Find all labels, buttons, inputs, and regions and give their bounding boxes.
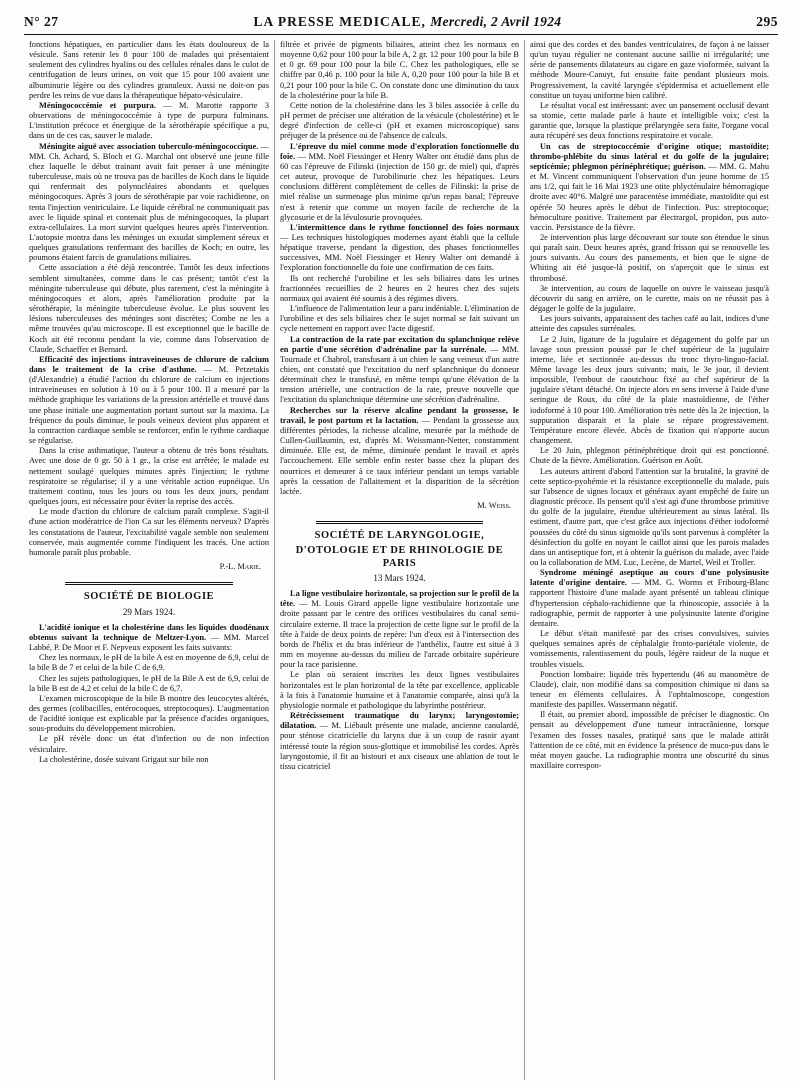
paragraph: 2e intervention plus large découvrant sur toute son étendue le sinus qui paraît sain. Deux heures après, grand frisson qui se renouvelle les jours suivants. Au cours des pansements, et bien que le signe de Whiting ait été jusque-là positif, on s'aperçoit que le sinus est thrombosé. bbox=[530, 232, 769, 283]
section-heading-line-2: D'OTOLOGIE ET DE RHINOLOGIE DE PARIS bbox=[295, 544, 504, 569]
paragraph: ainsi que des cordes et des bandes ventriculaires, de façon à ne laisser qu'un tuyau régulier ne contenant aucune saillie ni irrégularité; une série de pansements dilatateurs au cigare en gaze vioformée, suivant la méthode Moure-Canuyt, fut ensuite faite pendant plusieurs mois. Progressivement, la cavité laryngée s'épidermisa et actuellement elle constitue un tuyau uniforme bien calibré. bbox=[530, 40, 769, 100]
section-divider bbox=[65, 582, 233, 585]
report-text: — M. Marotte rapporte 3 observations de méningococcémie à type de purpura fulminans. L'institution précoce et énergique de la sérothérapie spécifique a pu, dans un de ces cas, sauver le malade. bbox=[29, 100, 269, 141]
paragraph: filtrée et privée de pigments biliaires, atteint chez les normaux en moyenne 0,62 pour 100 pour la bile A, 2 gr. 12 pour 100 pour la bile B et 0 gr. 69 pour 100 pour la bile C. Chez les pathologiques, elle se chiffre par 0,46 p. 100 pour la bile A, 0,20 pour 100 pour la bile B et 0,21 pour 100 pour la bile C. On constate donc une diminution du taux de la cholestérine pour la bile B. bbox=[280, 40, 519, 100]
report-title: L'acidité ionique et la cholestérine dans les liquides duodénaux obtenus suivant la technique de Meltzer-Lyon. bbox=[29, 622, 269, 642]
report-text: — MM. G. Mahu et M. Vincent communiquent l'observation d'un jeune homme de 15 ans 1/2, qui fait le 16 Mai 1923 une otite phlycténulaire hémorragique droite avec 40°6. Malgré une paracentèse immédiate, mastoïdite qui est opérée 50 heures après le début de l'infection. Pus: streptocoque; hémoculture positive. Traitement par électrargol, propidon, pus auto-vaccin. Persistance de la fièvre. bbox=[530, 161, 769, 232]
paragraph: Le résultat vocal est intéressant: avec un pansement occlusif devant sa stomie, cette malade parle à haute et intelligible voix; c'est la garantie que, lorsque la plastique prélaryngée sera faite, l'organe vocal aura récupéré ses deux fonctions respiratoire et vocale. bbox=[530, 100, 769, 141]
paragraph: Le 2 Juin, ligature de la jugulaire et dégagement du golfe par un lavage sous pression poussé par le chef supérieur de la jugulaire interne, liée et sectionnée au-dessus du tronc thyro-linguo-facial. Même lavage les deux jours suivants; mais, le 3e jour, il devient impossible, l'embout de caoutchouc fixé au chef supérieur de la jugulaire s'étant détaché. On injecte alors en sens inverse à l'aide d'une seringue de Roux, du côté de la plaie mastoïdienne, de l'éther iodoformé à 10 pour 100. Amélioration très nette dès la 2e injection, la suppuration disparait et la plaie se répare progressivement. Température encore élevée. Abcès de fixation qui n'apporte aucun changement. bbox=[530, 334, 769, 446]
section-divider bbox=[316, 521, 483, 524]
paragraph: Les jours suivants, apparaissent des taches café au lait, indices d'une atteinte des capsules surrénales. bbox=[530, 314, 769, 334]
report-title: La contraction de la rate par excitation du splanchnique relève en partie d'une sécrétion d'adrénaline par la surrénale. bbox=[280, 334, 519, 354]
report-text: — MM. Tournade et Chabrol, transfusant à un chien le sang veineux d'un autre chien, ont constaté que l'excitation du nerf splanchnique du donneur déterminait chez le transfusé, en même temps qu'une élévation de la tension artérielle, une contraction de la rate, preuve nouvelle que l'excitation du splanchnique détermine une sécrétion d'adrénaline. bbox=[280, 344, 519, 405]
report-title: Un cas de streptococcémie d'origine otique; mastoïdite; thrombo-phlébite du sinus latéral et du golfe de la jugulaire; septicémie; phlegmon périnéphrétique; guérison. bbox=[530, 141, 769, 171]
paragraph: L'influence de l'alimentation leur a paru indéniable. L'élimination de l'urobiline et des sels biliaires chez le sujet normal se fait suivant un cycle nettement en rapport avec l'acte digestif. bbox=[280, 304, 519, 334]
page-header bbox=[24, 10, 778, 35]
journal-name: LA PRESSE MEDICALE, bbox=[253, 14, 426, 29]
paragraph: Cette notion de la cholestérine dans les 3 biles associée à celle du pH permet de préciser une altération de la vésicule (cholestérine) et le degré d'infection de celle-ci (pH et examen microscopique) sans préjuger de la présence ou de l'absence de calculs. bbox=[280, 100, 519, 141]
paragraph: L'examen microscopique de la bile B montre des leucocytes altérés, des germes (colibacilles, entérocoques, streptocoques). L'augmentation de l'acidité ionique est explicable par la présence d'acides organiques, sous-produits du développement microbien. bbox=[29, 693, 269, 734]
paragraph: Il était, au premier abord, impossible de préciser le diagnostic. On pensait au développement d'une tumeur intracrânienne, lorsque l'examen des fosses nasales, pratiqué sans que le malade attirât l'attention de ce côté, mit en évidence la présence de muco-pus dans le méat moyen gauche. La radiographie montra une obscurité du sinus maxillaire correspon- bbox=[530, 710, 769, 771]
paragraph: Dans la crise asthmatique, l'auteur a obtenu de très bons résultats. Avec une dose de 0 gr. 50 à 1 gr., la crise est arrêtée; le malade est nettement soulagé quelques minutes après l'injection; le rythme respiratoire se régularise; il y a une véritable action eupnéique. Un traitement continu, tous les jours ou tous les deux jours, pendant quelques jours, est nécessaire pour éviter la reprise des accès. bbox=[29, 446, 269, 507]
report-paragraph bbox=[280, 335, 519, 406]
report-text: — MM. G. Worms et Fribourg-Blanc rapportent l'histoire d'une malade ayant présenté un tableau clinique d'hypertension céphalo-rachidienne que la rhinoscopie, associée à la radiographie, permit de rapporter à une polysinusite latente d'origine dentaire. bbox=[530, 578, 769, 628]
report-text: — M. Liébault présente une malade, ancienne canulardé, pour sténose cicatricielle du larynx due à un coup de rasoir ayant intéressé toute la région sous-glottique et immobilisé les cordes. Après laryngostomie, il fit au bistouri et aux ciseaux une ablation de tout le tissu cicatriciel bbox=[280, 721, 519, 771]
article-columns bbox=[24, 40, 778, 1080]
report-title: Syndrome méningé aseptique au cours d'une polysinusite latente d'origine dentaire. bbox=[530, 568, 769, 588]
paragraph: Cette association a été déjà rencontrée. Tantôt les deux infections semblent simultanées, comme dans le cas présent; tantôt c'est la méningite tuberculeuse qui débute, plus rarement, c'est la méningite à méningocoques et alors, après l'amélioration produite par la sérothérapie, la méningite tuberculeuse évolue. Le plus souvent les lésions tuberculeuses des méninges sont discrètes; Combe ne les a même trouvées qu'au microscope. Il est exceptionnel que le bacille de Koch ait été reconnu pendant la vie, comme dans l'observation de Claude, Schaeffer et Bernard. bbox=[29, 263, 269, 354]
page-number: 295 bbox=[756, 14, 778, 29]
report-paragraph bbox=[29, 355, 269, 446]
report-paragraph bbox=[280, 406, 519, 497]
report-text: — MM. Noël Fiessinger et Henry Walter ont étudié dans plus de 60 cas l'épreuve de Filinski (injection de 150 gr. de miel) qui, d'après cet auteur, provoque de l'urobilinurie chez les hépatiques. Leurs conclusions diffèrent complètement de celles de Filinski: la prise de miel réalise un surmenage plus minime qu'un repas banal; l'épreuve n'est à retenir que comme un moyen facile de recherche de la glycosurie et de la lévulosurie provoquées. bbox=[280, 151, 519, 222]
paragraph: Les auteurs attirent d'abord l'attention sur la brutalité, la gravité de cette septico-pyohémie et la résistance exceptionnelle du malade, puis sur l'absence de signes locaux et généraux ayant empêché de faire un diagnostic précoce. Ils pensent qu'il s'est agi d'une thrombose primitive du golfe de la jugulaire, étendue ultérieurement au sinus latéral. Ils estiment, d'autre part, que c'est grâce aux injections d'éther iodoformé poussées du côté du sinus sigmoïde qu'ils sont parvenus à compléter la désinfection du golfe en noyant le caillot ainsi que les parois malades dans un antiseptique fort, et à obtenir la guérison du malade, avec l'aide ou la collaboration de MM. Luc, Lecène, de Martel, Weil et Troller. bbox=[530, 466, 769, 567]
report-text: — MM. Ch. Achard, S. Bloch et G. Marchal ont observé une jeune fille chez laquelle le début trainant avait fait penser à une méningite tuberculeuse, mais où ne trouva pas de bacilles de Koch dans le liquide qui renfermait des polynucléaires abondants et quelques méningocoques. Après 3 jours de sérothérapie par voie rachidienne, on tenta l'injection ventriculaire. Le liquide cérébral ne communiquait pas avec le liquide spinal et contenait plus de méningocoques, la plupart extra-cellulaires. La mort survint quelques heures après l'intervention. L'autopsie montra dans les méninges un exsudat simplement séreux et quelques granulations renfermant des bacilles de Koch; en outre, les poumons étaient farcis de granulations miliaires. bbox=[29, 141, 269, 263]
report-paragraph bbox=[530, 142, 769, 233]
journal-title-line bbox=[253, 14, 561, 30]
report-title: L'épreuve du miel comme mode d'exploration fonctionnelle du foie. bbox=[280, 141, 519, 161]
report-title: L'intermittence dans le rythme fonctionnel des foies normaux bbox=[290, 222, 519, 232]
column-2 bbox=[274, 40, 524, 1080]
section-date: 13 Mars 1924. bbox=[373, 573, 426, 584]
report-text: — M. Louis Girard appelle ligne vestibulaire horizontale une droite passant par le centre des orifices vestibulaires du canal semi-circulaire externe. Il trace la projection de cette ligne sur le profil de la tête à l'aide de deux points de repère: l'un d'eux est à l'intersection des bords de l'hélix et du bras inférieur de l'anthélix, l'autre est situé à 3 mm en moyenne au-dessus du milieu de l'arcade orbitaire supérieure pour la race parisienne. bbox=[280, 599, 519, 670]
report-title: Rétrécissement traumatique du larynx; laryngostomie; dilatation. bbox=[280, 711, 519, 731]
report-title: La ligne vestibulaire horizontale, sa projection sur le profil de la tête. bbox=[280, 589, 519, 609]
paragraph: Le mode d'action du chlorure de calcium paraît complexe. S'agit-il d'une action modératrice de l'ion Ca sur les éléments nerveux? D'après les constatations de l'auteur, l'excitabilité vagale semble non seulement conservée, mais augmentée comme l'indiquent les tracés. Une action humorale paraît plus probable. bbox=[29, 507, 269, 557]
paragraph: Chez les normaux, le pH de la bile A est en moyenne de 6,9, celui de la bile B de 7 et celui de la bile C de 6,9. bbox=[29, 653, 269, 673]
section-date: 29 Mars 1924. bbox=[122, 606, 176, 617]
report-text: — Les techniques histologiques modernes ayant établi que la cellule hépatique traverse, pendant la digestion, des phases fonctionnelles successives, MM. Noël Fiessinger et Henry Walter ont demandé à l'exploration fonctionnelle du foie une confirmation de ces faits. bbox=[280, 232, 519, 273]
report-paragraph bbox=[29, 142, 269, 264]
paragraph: Le pH révèle donc un état d'infection ou de non infection vésiculaire. bbox=[29, 734, 269, 754]
report-title: Efficacité des injections intraveineuses de chlorure de calcium dans le traitement de la crise d'asthme. bbox=[29, 354, 269, 374]
report-text: — MM. Marcel Labbé, P. De Moor et F. Nepveux exposent les faits suivants: bbox=[29, 632, 269, 653]
issue-date: Mercredi, 2 Avril 1924 bbox=[430, 14, 562, 29]
issue-number: N° 27 bbox=[24, 14, 59, 29]
report-paragraph bbox=[29, 101, 269, 142]
section-heading: SOCIÉTÉ DE LARYNGOLOGIE, bbox=[314, 530, 485, 542]
paragraph: 3e intervention, au cours de laquelle on ouvre le vaisseau jusqu'à découvrir du sang en arrière, on le curette, mais on ne réussit pas à dégager le golfe de la jugulaire. bbox=[530, 283, 769, 314]
report-title: Recherches sur la réserve alcaline pendant la grossesse, le travail, le post partum et la lactation. bbox=[280, 405, 519, 425]
report-title: Méningite aiguë avec association tuberculo-méningococcique. bbox=[39, 141, 259, 151]
section-heading: SOCIÉTÉ DE BIOLOGIE bbox=[83, 591, 215, 603]
report-paragraph bbox=[29, 623, 269, 653]
paragraph: Le 20 Juin, phlegmon périnéphrétique droit qui est ponctionné. Chute de la fièvre. Amélioration. Guérison en Août. bbox=[530, 446, 769, 466]
report-paragraph bbox=[280, 589, 519, 670]
report-paragraph bbox=[280, 142, 519, 223]
paragraph: Ils ont recherché l'urobiline et les sels biliaires dans les urines fractionnées recueillies de 2 heures en 2 heures chez des sujets normaux qui avaient été soumis à des régimes divers. bbox=[280, 273, 519, 303]
report-paragraph bbox=[530, 568, 769, 629]
author-signature: M. Weiss. bbox=[477, 501, 511, 511]
author-signature: P.-L. Marie. bbox=[219, 561, 261, 571]
paragraph: fonctions hépatiques, en particulier dans les états douloureux de la vésicule. Sans retenir les 8 pour 100 de malades qui présentaient seulement des cylindres hyalins ou des cellules rénales dans le culot de centrifugation de leurs urines, on voit que 15 pour 100 avaient une albuminurie légère ou des cylindres granuleux. Aussi ne doit-on pas perdre les reins de vue dans la thérapeutique hépato-vésiculaire. bbox=[29, 40, 269, 100]
report-paragraph bbox=[280, 223, 519, 274]
paragraph: Le début s'était manifesté par des crises convulsives, suivies quelques semaines après de céphalalgie fronto-pariétale violente, de vomissements, ralentissement du pouls, légère raideur de la nuque et troubles visuels. bbox=[530, 629, 769, 669]
report-text: — Pendant la grossesse aux différentes périodes, la richesse alcaline, mesurée par la méthode de Cullen-Guillaumin, est, d'après M. Weissmann-Netter, constamment diminuée. Elle est, de même, diminuée pendant le travail et après l'accouchement. Elle semble enfin rester basse chez la plupart des nourrices et demeurer à ce taux inférieur pendant un temps variable après la cessation de l'allaitement et la disparition de la sécrétion lactée. bbox=[280, 415, 519, 496]
paragraph: Chez les sujets pathologiques, le pH de la Bile A est de 6,9, celui de la bile B est de 4,2 et celui de la bile C de 6,7. bbox=[29, 673, 269, 693]
report-title: Méningococcémie et purpura. bbox=[39, 100, 156, 110]
column-1 bbox=[24, 40, 274, 1080]
paragraph: Le plan où seraient inscrites les deux lignes vestibulaires horizontales est le plan horizontal de la tête par excellence, applicable à la fois à l'anatomie humaine et à l'anatomie comparée, ainsi qu'à la physiologie normale et pathologique du labyrinthe postérieur. bbox=[280, 670, 519, 710]
paragraph: La cholestérine, dosée suivant Grigaut sur bile non bbox=[39, 754, 209, 764]
report-paragraph bbox=[280, 711, 519, 772]
paragraph: Ponction lombaire: liquide très hypertendu (46 au manomètre de Claude), clair, non modifié dans sa composition chimique ni dans sa teneur en éléments cellulaires. À l'ophtalmoscope, congestion manifeste des papilles. Wassermann négatif. bbox=[530, 669, 769, 710]
report-text: — M. Petzetakis (d'Alexandrie) a étudié l'action du chlorure de calcium en injections intraveineuses en solution à 10 ou à 5 pour 100. Il a mesuré par la méthode graphique les variations de la pression artérielle et trouvé dans une phase initiale une augmentation portant surtout sur la maxima. La fréquence du pouls diminue, le pouls veineux devient plus apparent et la contraction cardiaque semble se renforcer, enfin le rythme cardiaque se régularise. bbox=[29, 365, 270, 446]
column-3 bbox=[524, 40, 774, 1080]
